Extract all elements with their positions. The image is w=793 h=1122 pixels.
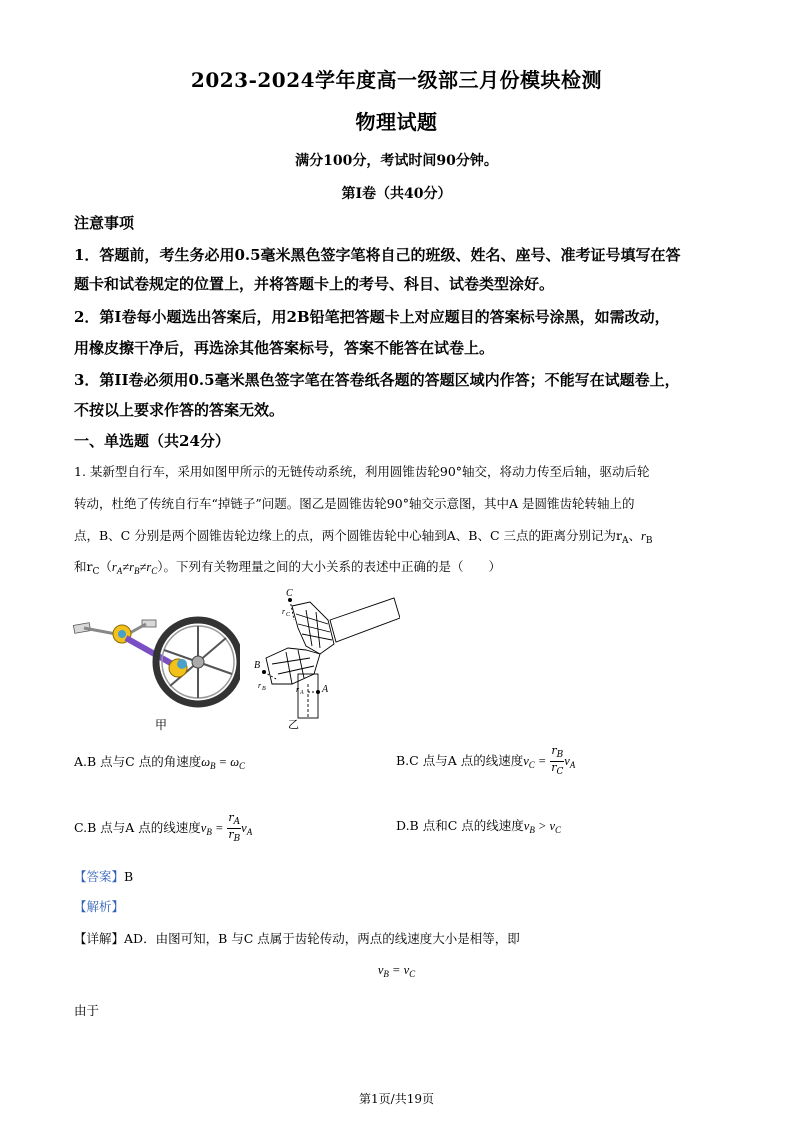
svg-text:B: B (262, 686, 266, 692)
svg-text:r: r (282, 607, 286, 616)
exam-subtitle: 物理试题 (355, 110, 438, 134)
notes-heading: 注意事项 (74, 214, 135, 232)
svg-text:C: C (286, 612, 291, 618)
answer-value: B (124, 869, 134, 884)
question-line-4-suffix: ）。下列有关物理量之间的大小关系的表述中正确的是（ ） (157, 559, 502, 574)
option-a: A.B 点与C 点的角速度$\omega_B = \omega_C$ (74, 754, 246, 771)
page-number: 第1页/共19页 (359, 1092, 434, 1106)
question-line-3-text: 点，B、C 分别是两个圆锥齿轮边缘上的点，两个圆锥齿轮中心轴到A、B、C 三点的距离分别记为r (74, 528, 622, 543)
figure-yi-label: 乙 (288, 719, 299, 730)
option-a-text: A.B 点与C 点的角速度 (74, 754, 202, 769)
section-heading: 一、单选题（共24分） (74, 432, 230, 450)
volume-label: 第I卷（共40分） (341, 186, 452, 202)
svg-text:A: A (300, 690, 304, 696)
option-b-text: B.C 点与A 点的线速度 (396, 753, 524, 768)
note-item-1a: 1．答题前，考生务必用0.5毫米黑色签字笔将自己的班级、姓名、座号、准考证号填写在答 (74, 246, 681, 264)
question-line-4-prefix: 和r (74, 559, 93, 574)
svg-text:r: r (258, 681, 262, 690)
option-d-text: D.B 点和C 点的线速度 (396, 818, 524, 833)
question-line-4: 和$r_C(r_A\ne r_B\ne r_C)$。下列有关物理量之间的大小关系的表述中正确的是（ ） (74, 559, 502, 577)
figure-yi-bevel-gear-diagram (248, 588, 400, 730)
svg-text:A: A (322, 684, 329, 695)
svg-text:r: r (296, 685, 300, 694)
option-d: D.B 点和C 点的线速度$v_B > v_C$ (396, 818, 562, 835)
exam-title: 2023-2024学年度高一级部三月份模块检测 (190, 68, 603, 92)
analysis-tag: 【解析】 (74, 899, 125, 914)
question-line-2: 转动，杜绝了传统自行车“掉链子”问题。图乙是圆锥齿轮90°轴交示意图，其中A 是圆锥齿轮转轴上的 (74, 496, 635, 511)
svg-text:B: B (254, 660, 261, 671)
note-item-3b: 不按以上要求作答的答案无效。 (74, 401, 285, 419)
detail-text: AD．由图可知，B 与C 点属于齿轮传动，两点的线速度大小是相等，即 (124, 931, 520, 946)
note-item-2a: 2．第I卷每小题选出答案后，用2B铅笔把答题卡上对应题目的答案标号涂黑，如需改动， (74, 308, 670, 326)
point-b (262, 670, 266, 674)
question-line-1: 1. 某新型自行车，采用如图甲所示的无链传动系统，利用圆锥齿轮90°轴交，将动力传至后轴，驱动后轮 (74, 464, 650, 479)
note-item-1b: 题卡和试卷规定的位置上，并将答题卡上的考号、科目、试卷类型涂好。 (74, 275, 555, 293)
point-a (316, 690, 320, 694)
answer-tag: 【答案】 (74, 869, 125, 884)
equation-vb-vc: $v_B = v_C$ (377, 963, 416, 979)
answer-line (74, 867, 724, 887)
option-c-text: C.B 点与A 点的线速度 (74, 820, 201, 835)
note-item-2b: 用橡皮擦干净后，再选涂其他答案标号，答案不能答在试卷上。 (74, 339, 495, 357)
note-item-3a: 3．第II卷必须用0.5毫米黑色签字笔在答卷纸各题的答题区域内作答；不能写在试题卷上， (74, 371, 680, 389)
question-line-3: 点，B、C 分别是两个圆锥齿轮边缘上的点，两个圆锥齿轮中心轴到A、B、C 三点的距离分别记为$r_A$、$r_B$ (74, 528, 653, 546)
detail-tag: 【详解】 (74, 931, 125, 946)
detail-line (74, 929, 724, 949)
option-b: B.C 点与A 点的线速度$v_C$ = $\frac{r_B}{r_C}$ $v_A$ (396, 744, 576, 777)
since-text: 由于 (74, 1003, 100, 1018)
option-c: C.B 点与A 点的线速度$v_B$ = $\frac{r_A}{r_B}$ $v_A$ (74, 811, 253, 844)
figure-jia-bicycle-drive (70, 600, 240, 710)
score-time: 满分100分，考试时间90分钟。 (295, 153, 498, 169)
figure-jia-label: 甲 (155, 718, 168, 732)
svg-text:C: C (286, 588, 293, 599)
